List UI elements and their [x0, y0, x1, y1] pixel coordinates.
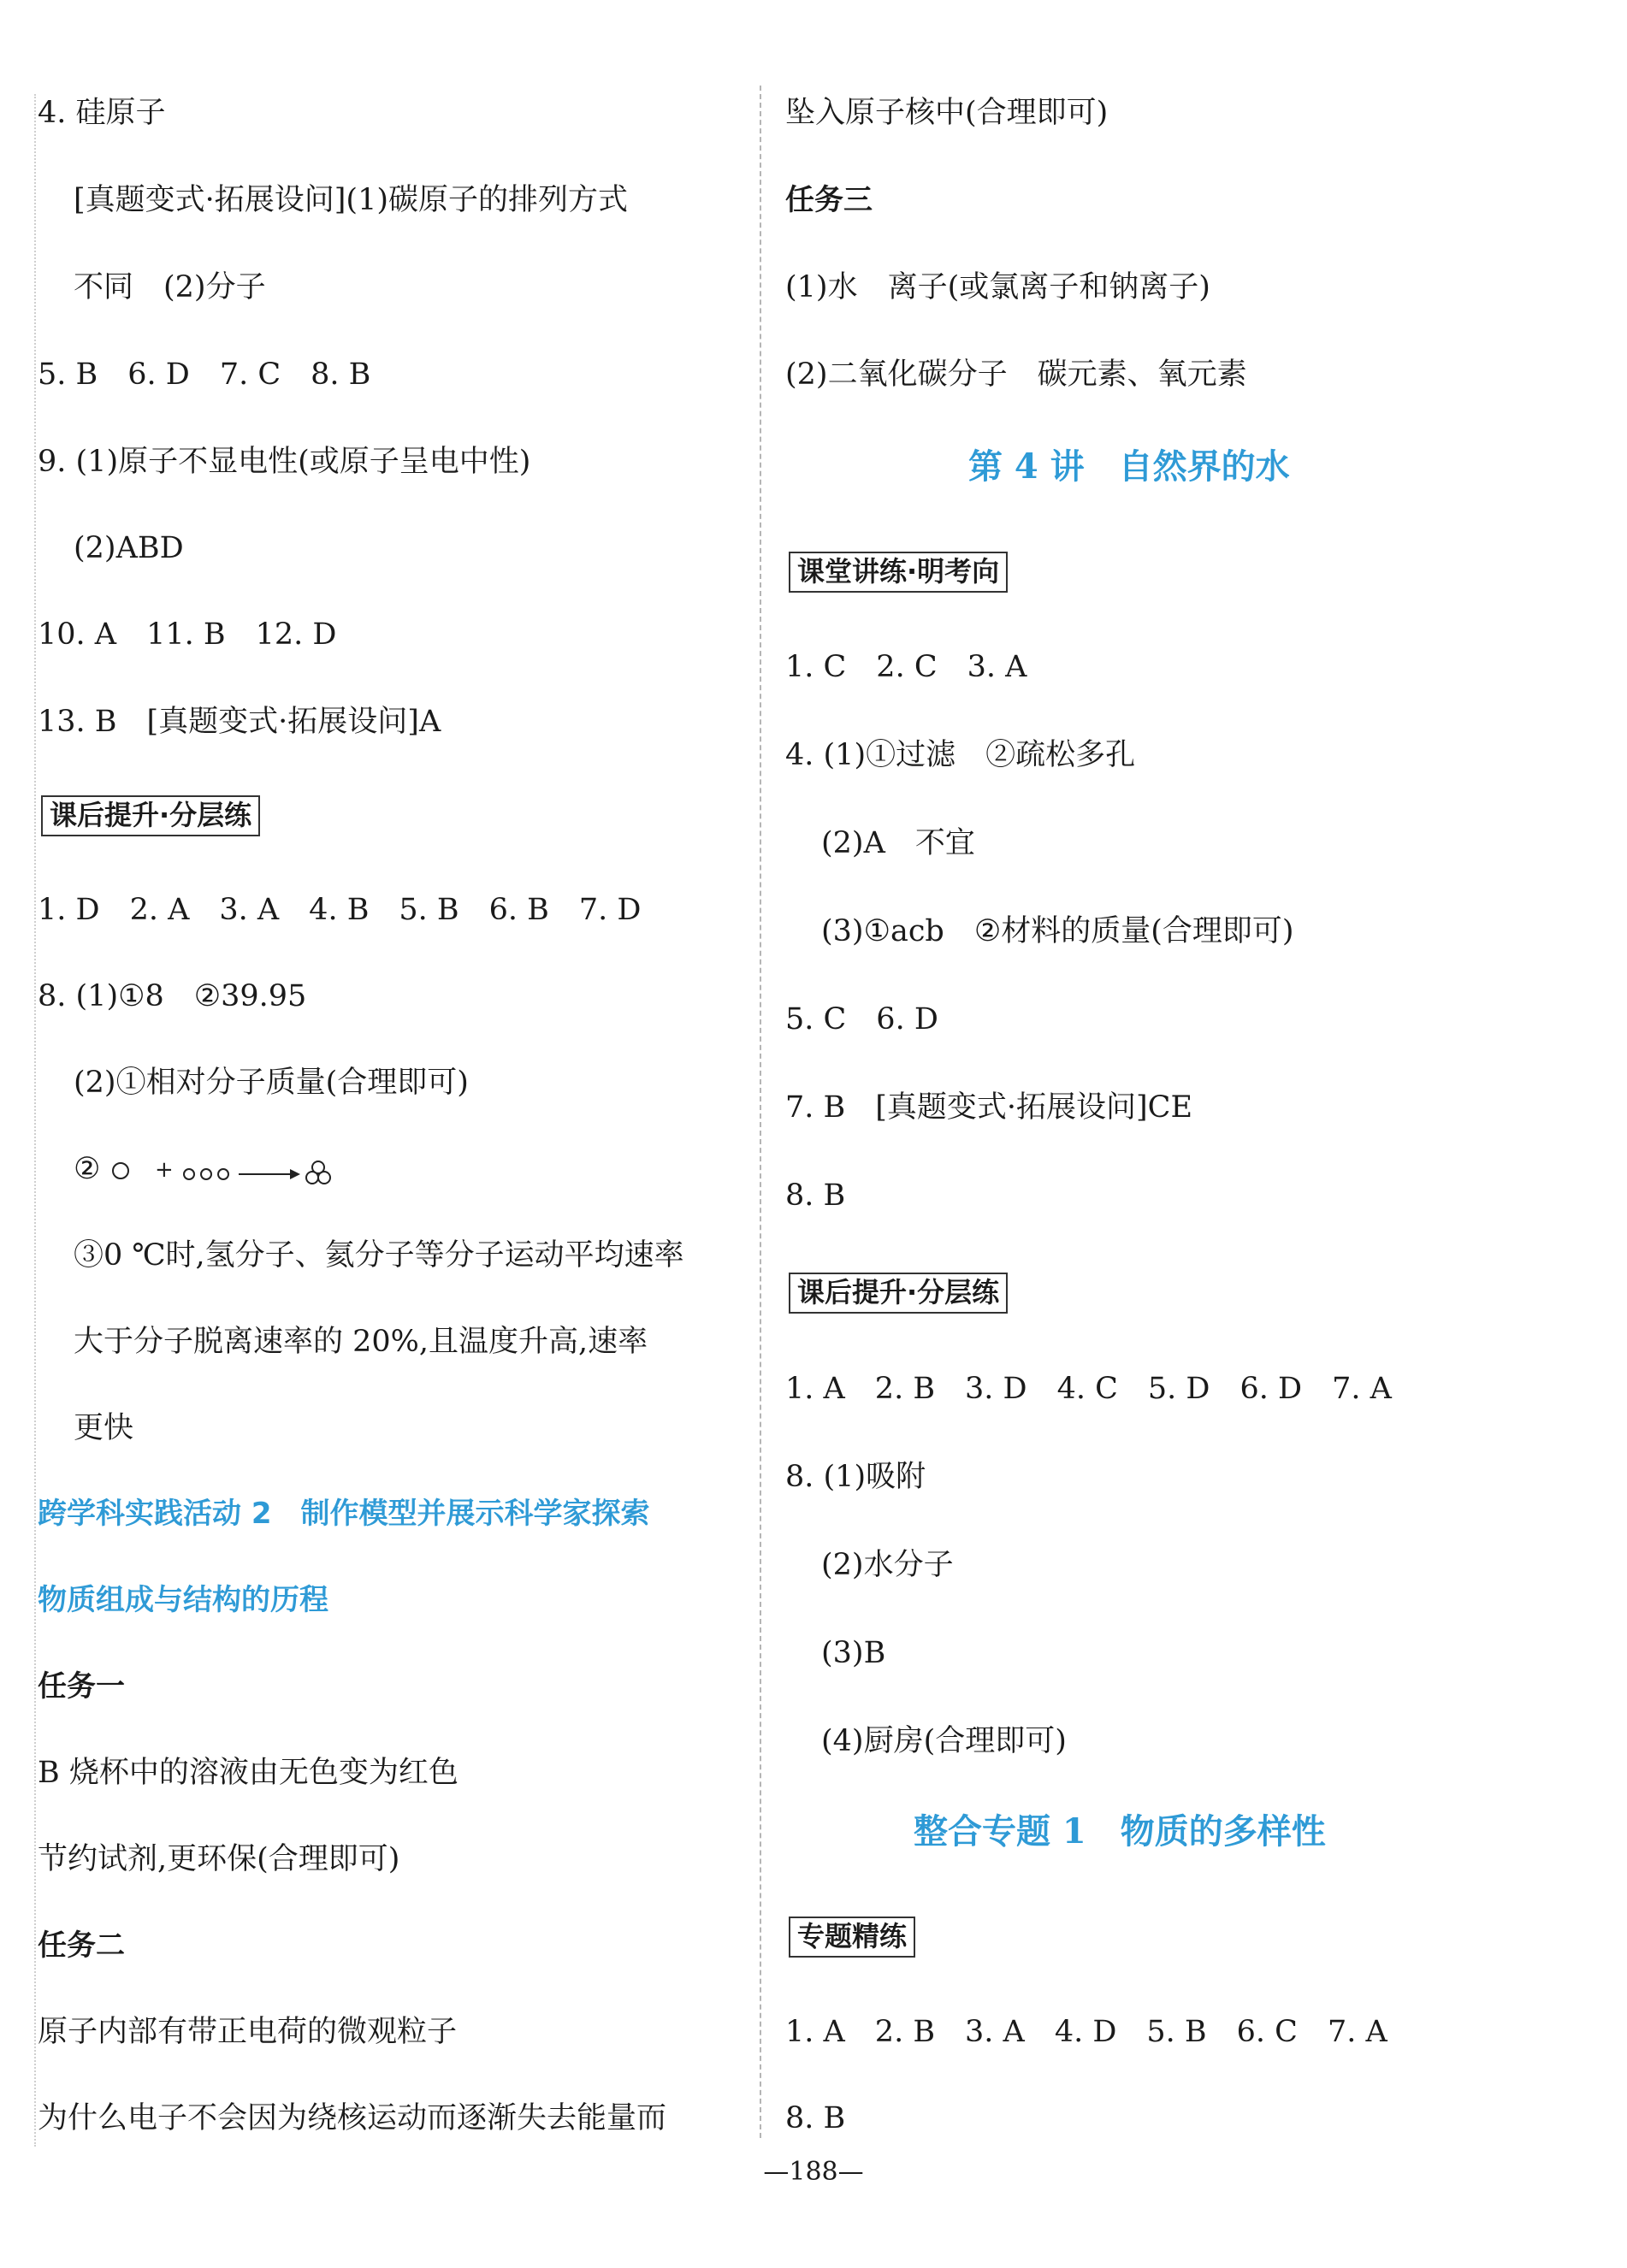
answer-line: 8. (1)吸附: [785, 1460, 926, 1494]
answer-line: 5. B 6. D 7. C 8. B: [38, 357, 371, 392]
answer-line: 8. (1)①8 ②39.95: [38, 979, 307, 1013]
atom-circle: [318, 1172, 330, 1184]
answer-line: (2)A 不宜: [821, 826, 975, 860]
answer-line: 1. A 2. B 3. A 4. D 5. B 6. C 7. A: [785, 2015, 1387, 2049]
eq-plus: +: [154, 1156, 174, 1183]
answer-line: 4. (1)①过滤 ②疏松多孔: [785, 738, 1136, 772]
reaction-equation: [74, 1149, 367, 1190]
answer-line: 5. C 6. D: [785, 1002, 938, 1037]
atom-circle: [306, 1172, 318, 1184]
activity-heading: 跨学科实践活动 2 制作模型并展示科学家探索: [38, 1497, 650, 1531]
section-box-label: 课后提升·分层练: [41, 795, 260, 836]
answer-line: (3)①acb ②材料的质量(合理即可): [821, 914, 1294, 948]
answer-line: 为什么电子不会因为绕核运动而逐渐失去能量而: [38, 2101, 667, 2135]
answer-line: B 烧杯中的溶液由无色变为红色: [38, 1756, 459, 1790]
task-heading: 任务二: [38, 1928, 125, 1963]
column-divider: [760, 86, 761, 2138]
answer-line: 4. 硅原子: [38, 96, 166, 130]
answer-line: (4)厨房(合理即可): [821, 1724, 1067, 1758]
section-box-label: 课堂讲练·明考向: [789, 552, 1008, 593]
section-box-label: 课后提升·分层练: [789, 1273, 1008, 1314]
answer-line: 1. D 2. A 3. A 4. B 5. B 6. B 7. D: [38, 893, 642, 927]
answer-line: 大于分子脱离速率的 20%,且温度升高,速率: [74, 1325, 648, 1359]
atom-circle: [184, 1169, 194, 1179]
task-heading: 任务一: [38, 1669, 125, 1704]
answer-line: (3)B: [821, 1636, 886, 1670]
lesson-title: 第 4 讲 自然界的水: [968, 446, 1290, 487]
answer-line: (2)ABD: [74, 531, 184, 565]
answer-line: 节约试剂,更环保(合理即可): [38, 1842, 400, 1876]
answer-line: 坠入原子核中(合理即可): [785, 96, 1109, 130]
answer-line: (2)二氧化碳分子 碳元素、氧元素: [785, 357, 1247, 392]
answer-line: (2)①相对分子质量(合理即可): [74, 1066, 469, 1100]
answer-line: 8. B: [785, 2101, 846, 2135]
eq-prefix: ②: [74, 1152, 101, 1186]
activity-heading: 物质组成与结构的历程: [38, 1583, 328, 1617]
topic-title: 整合专题 1 物质的多样性: [914, 1811, 1326, 1852]
answer-line: 1. A 2. B 3. D 4. C 5. D 6. D 7. A: [785, 1372, 1392, 1406]
answer-line: 10. A 11. B 12. D: [38, 617, 337, 652]
left-margin-rule: [34, 94, 36, 2147]
answer-line: (1)水 离子(或氯离子和钠离子): [785, 270, 1210, 304]
molecule-reaction-diagram: [110, 1150, 367, 1191]
atom-circle: [201, 1169, 211, 1179]
answer-line: 不同 (2)分子: [74, 270, 266, 304]
answer-line: (2)水分子: [821, 1548, 954, 1582]
atom-circle: [113, 1163, 128, 1178]
answer-line: ③0 ℃时,氢分子、氦分子等分子运动平均速率: [74, 1238, 684, 1273]
answer-line: 1. C 2. C 3. A: [785, 650, 1027, 684]
atom-circle: [218, 1169, 228, 1179]
task-heading: 任务三: [785, 183, 873, 217]
answer-line: 9. (1)原子不显电性(或原子呈电中性): [38, 445, 531, 479]
answer-line: 原子内部有带正电荷的微观粒子: [38, 2015, 458, 2049]
answer-line: 更快: [74, 1411, 134, 1445]
answer-line: 13. B [真题变式·拓展设问]A: [38, 705, 441, 739]
arrow-head: [290, 1169, 300, 1179]
page-number: —188—: [763, 2157, 864, 2187]
answer-line: [真题变式·拓展设问](1)碳原子的排列方式: [74, 183, 629, 217]
section-box-label: 专题精练: [789, 1917, 915, 1958]
answer-line: 8. B: [785, 1178, 846, 1213]
answer-line: 7. B [真题变式·拓展设问]CE: [785, 1090, 1193, 1125]
